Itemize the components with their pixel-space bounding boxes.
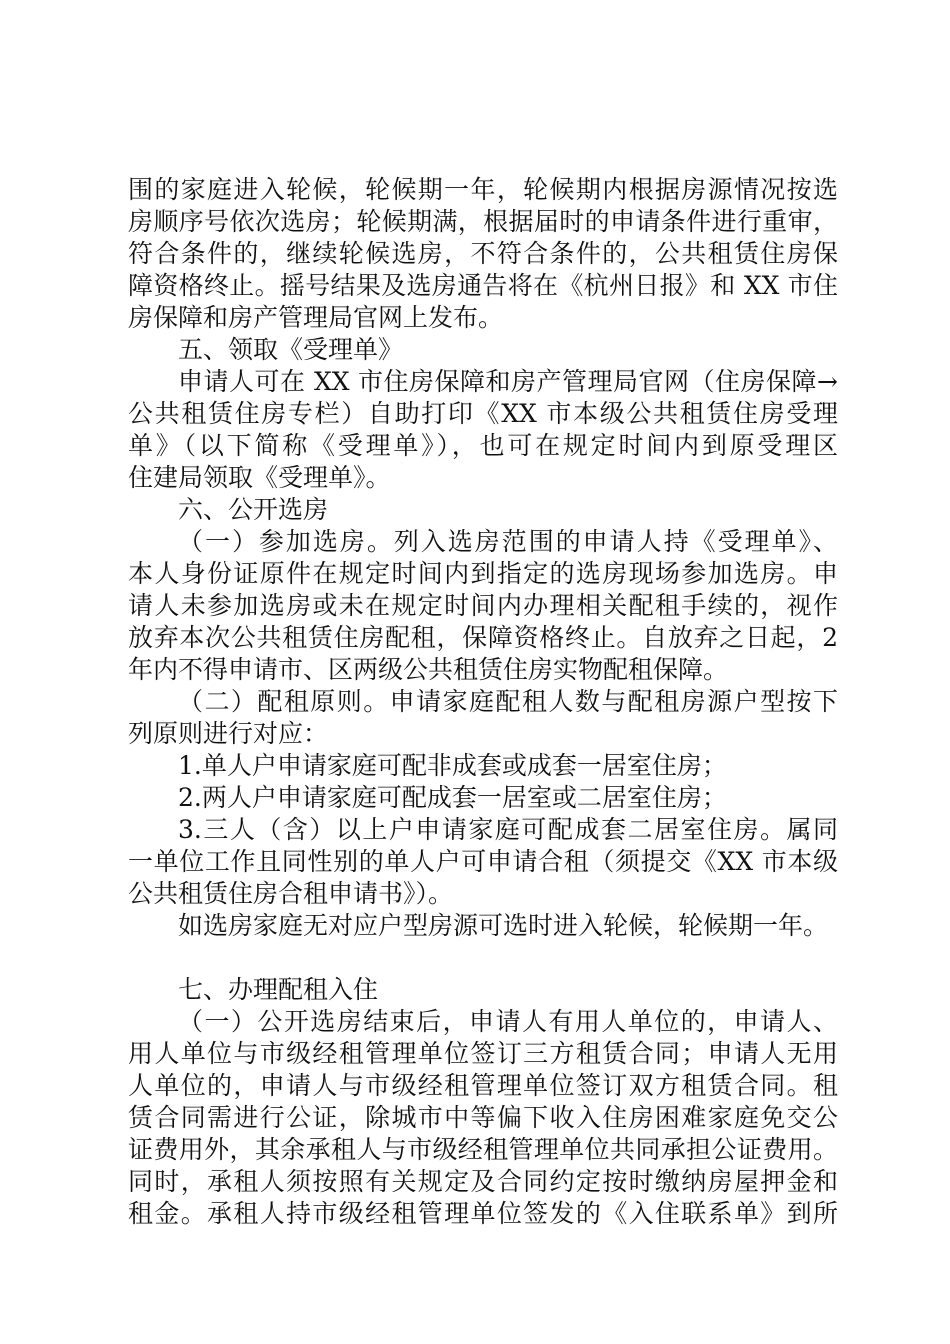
paragraph-line: （二）配租原则。申请家庭配租人数与配租房源户型按下: [178, 687, 838, 716]
paragraph-line: 符合条件的，继续轮候选房，不符合条件的，公共租赁住房保: [128, 239, 838, 268]
section-heading: 七、办理配租入住: [178, 975, 379, 1004]
paragraph-line: 同时，承租人须按照有关规定及合同约定按时缴纳房屋押金和: [128, 1167, 838, 1196]
paragraph-line: 障资格终止。摇号结果及选房通告将在《杭州日报》和 XX 市住: [128, 271, 838, 300]
paragraph-line: 单》（以下简称《受理单》），也可在规定时间内到原受理区: [128, 431, 838, 460]
paragraph-line: 如选房家庭无对应户型房源可选时进入轮候，轮候期一年。: [178, 911, 829, 940]
paragraph-line: 房顺序号依次选房；轮候期满，根据届时的申请条件进行重审，: [128, 207, 838, 236]
list-item: 1.单人户申请家庭可配非成套或成套一居室住房；: [178, 751, 727, 780]
paragraph-line: 列原则进行对应：: [128, 719, 329, 748]
paragraph-line: 申请人可在 XX 市住房保障和房产管理局官网（住房保障→: [178, 367, 838, 396]
paragraph-line: 用人单位与市级经租管理单位签订三方租赁合同；申请人无用: [128, 1039, 838, 1068]
list-item: 2.两人户申请家庭可配成套一居室或二居室住房；: [178, 783, 727, 812]
paragraph-line: （一）公开选房结束后，申请人有用人单位的，申请人、: [178, 1007, 838, 1036]
paragraph-line: （一）参加选房。列入选房范围的申请人持《受理单》、: [178, 527, 838, 556]
paragraph-line: 公共租赁住房合租申请书》）。: [128, 879, 454, 908]
paragraph-line: 住建局领取《受理单》。: [128, 463, 391, 492]
paragraph-line: 人单位的，申请人与市级经租管理单位签订双方租赁合同。租: [128, 1071, 838, 1100]
paragraph-line: 租金。承租人持市级经租管理单位签发的《入住联系单》到所: [128, 1199, 838, 1228]
paragraph-line: 房保障和房产管理局官网上发布。: [128, 303, 504, 332]
section-heading: 五、领取《受理单》: [178, 335, 404, 364]
paragraph-line: 证费用外，其余承租人与市级经租管理单位共同承担公证费用。: [128, 1135, 838, 1164]
paragraph-line: 请人未参加选房或未在规定时间内办理相关配租手续的，视作: [128, 591, 838, 620]
paragraph-line: 放弃本次公共租赁住房配租，保障资格终止。自放弃之日起，2: [128, 623, 838, 652]
section-heading: 六、公开选房: [178, 495, 329, 524]
paragraph-line: 一单位工作且同性别的单人户可申请合租（须提交《XX 市本级: [128, 847, 838, 876]
paragraph-line: 围的家庭进入轮候，轮候期一年，轮候期内根据房源情况按选: [128, 175, 838, 204]
list-item: 3.三人（含）以上户申请家庭可配成套二居室住房。属同: [178, 815, 838, 844]
paragraph-line: 公共租赁住房专栏）自助打印《XX 市本级公共租赁住房受理: [128, 399, 838, 428]
paragraph-line: 赁合同需进行公证，除城市中等偏下收入住房困难家庭免交公: [128, 1103, 838, 1132]
paragraph-line: 本人身份证原件在规定时间内到指定的选房现场参加选房。申: [128, 559, 838, 588]
paragraph-line: 年内不得申请市、区两级公共租赁住房实物配租保障。: [128, 655, 729, 684]
